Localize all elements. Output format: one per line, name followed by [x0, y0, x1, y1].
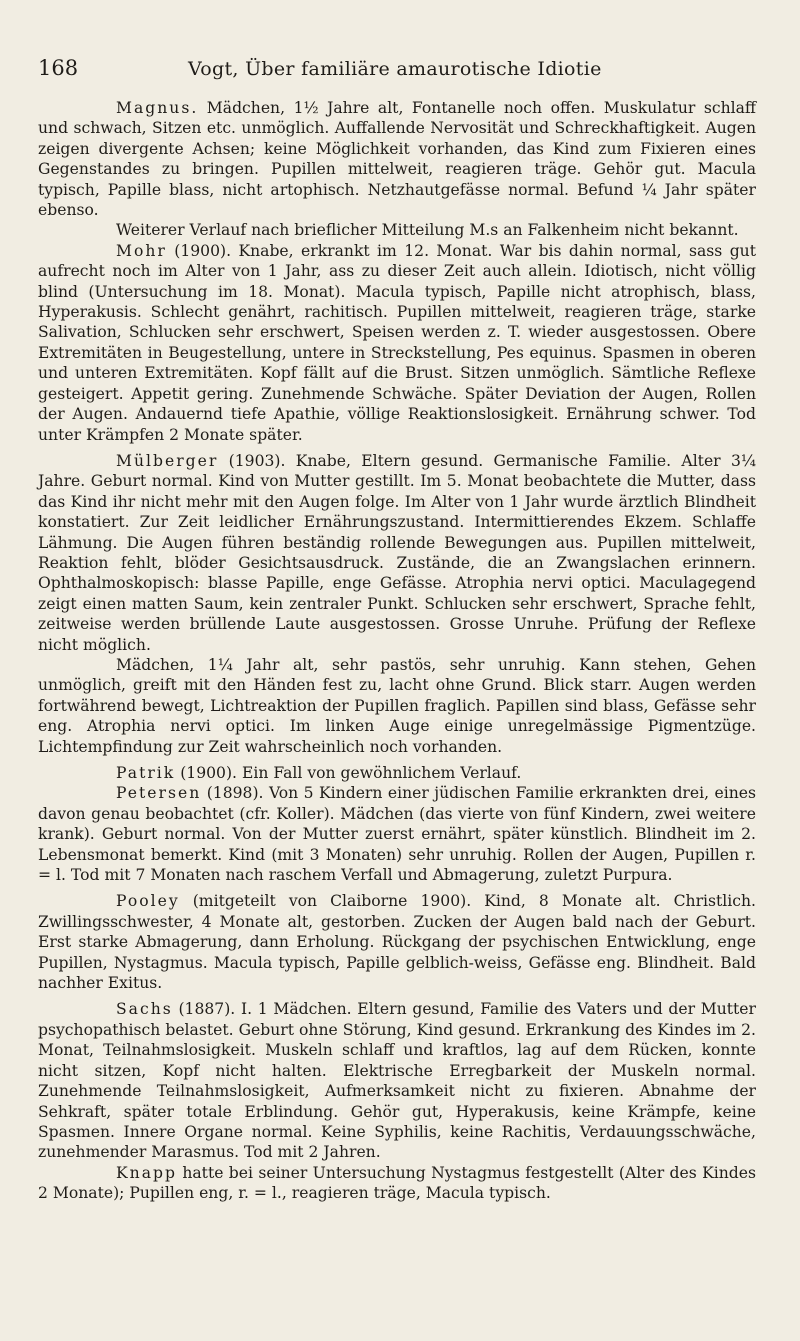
paragraph: [38, 999, 756, 1162]
author-name: Knapp: [116, 1163, 177, 1182]
author-name: Petersen: [116, 784, 202, 803]
author-name: Pooley: [116, 892, 180, 911]
author-name: Magnus.: [116, 99, 199, 117]
paragraph: [38, 451, 756, 655]
paragraph-text: hatte bei seiner Untersuchung Nystagmus festgestellt (Alter des Kindes 2 Monate); Pupillen eng, r. = l., reagieren träge, Macula typisch.: [38, 1163, 756, 1203]
page-number: 168: [38, 56, 79, 80]
paragraph: [38, 783, 756, 885]
paragraph-text: Mädchen, 1¼ Jahr alt, sehr pastös, sehr unruhig. Kann stehen, Gehen unmöglich, greift mit den Händen fest zu, lacht ohne Grund. Blick starr. Augen werden fortwährend bewegt, Lichtreaktion der Pupillen fraglich. Papillen sind blass, Gefässe sehr eng. Atrophia nervi optici. Im linken Auge einige unregelmässige Pigmentzüge. Lichtempfindung zur Zeit wahrscheinlich noch vorhanden.: [38, 655, 756, 756]
paragraph-text: (1900). Ein Fall von gewöhnlichem Verlauf.: [175, 764, 522, 782]
paragraph-text: Weiterer Verlauf nach brieflicher Mitteilung M.s an Falkenheim nicht bekannt.: [116, 221, 739, 240]
paragraph-text: (1903). Knabe, Eltern gesund. Germanische Familie. Alter 3¼ Jahre. Geburt normal. Kind von Mutter gestillt. Im 5. Monat beobachtete die Mutter, dass das Kind ihr nicht mehr mit den Augen folge. Im Alter von 1 Jahr wurde ärztlich Blindheit konstatiert. Zur Zeit leidlicher Ernährungszustand. Intermittierendes Ekzem. Schlaffe Lähmung. Die Augen führen beständig rollende Bewegungen aus. Pupillen mittelweit, Reaktion fehlt, blöder Gesichtsausdruck. Zustände, die an Zwangslachen erinnern. Ophthalmoskopisch: blasse Papille, enge Gefässe. Atrophia nervi optici. Maculagegend zeigt einen matten Saum, kein zentraler Punkt. Schlucken sehr erschwert, Sprache fehlt, zeitweise werden brüllende Laute ausgestossen. Grosse Unruhe. Prüfung der Reflexe nicht möglich.: [38, 451, 756, 654]
paragraph-text: Mädchen, 1½ Jahre alt, Fontanelle noch offen. Muskulatur schlaff und schwach, Sitzen etc. unmöglich. Auffallende Nervosität und Schreckhaftigkeit. Augen zeigen divergente Achsen; keine Möglichkeit vorhanden, das Kind zum Fixieren eines Gegenstandes zu bringen. Pupillen mittelweit, reagieren träge. Gehör gut. Macula typisch, Papille blass, nicht artophisch. Netzhautgefässe normal. Befund ¼ Jahr später ebenso.: [38, 99, 756, 220]
author-name: Mülberger: [116, 451, 219, 470]
author-name: Sachs: [116, 1000, 173, 1019]
running-title: Vogt, Über familiäre amaurotische Idiotie: [188, 58, 602, 80]
paragraph: [38, 220, 756, 240]
paragraph-text: (mitgeteilt von Claiborne 1900). Kind, 8 Monate alt. Christlich. Zwillingsschwester, 4 Monate alt, gestorben. Zucken der Augen bald nach der Geburt. Erst starke Abmagerung, dann Erholung. Rückgang der psychischen Entwicklung, enge Pupillen, Nystagmus. Macula typisch, Papille gelblich-weiss, Gefässe eng. Blindheit. Bald nachher Exitus.: [38, 892, 756, 993]
paragraph: [38, 763, 756, 783]
paragraph: [38, 98, 756, 220]
paragraph: [38, 1163, 756, 1204]
paragraph-text: (1900). Knabe, erkrankt im 12. Monat. War bis dahin normal, sass gut aufrecht noch im Alter von 1 Jahr, ass zu dieser Zeit auch allein. Idiotisch, nicht völlig blind (Untersuchung im 18. Monat). Macula typisch, Papille nicht atrophisch, blass, Hyperakusis. Schlecht genährt, rachitisch. Pupillen mittelweit, reagieren träge, starke Salivation, Schlucken sehr erschwert, Speisen werden z. T. wieder ausgestossen. Obere Extremitäten in Beugestellung, untere in Streckstellung, Pes equinus. Spasmen in oberen und unteren Extremitäten. Kopf fällt auf die Brust. Sitzen unmöglich. Sämtliche Reflexe gesteigert. Appetit gering. Zunehmende Schwäche. Später Deviation der Augen, Rollen der Augen. Andauernd tiefe Apathie, völlige Reaktionslosigkeit. Ernährung schwer. Tod unter Krämpfen 2 Monate später.: [38, 241, 756, 444]
paragraph-text: (1887). I. 1 Mädchen. Eltern gesund, Familie des Vaters und der Mutter psychopathisch belastet. Geburt ohne Störung, Kind gesund. Erkrankung des Kindes im 2. Monat, Teilnahmslosigkeit. Muskeln schlaff und kraftlos, lag auf dem Rücken, konnte nicht sitzen, Kopf nicht halten. Elektrische Erregbarkeit der Muskeln normal. Zunehmende Teilnahmslosigkeit, Aufmerksamkeit nicht zu fixieren. Abnahme der Sehkraft, später totale Erblindung. Gehör gut, Hyperakusis, keine Krämpfe, keine Spasmen. Innere Organe normal. Keine Syphilis, keine Rachitis, Verdauungsschwäche, zunehmender Marasmus. Tod mit 2 Jahren.: [38, 1000, 756, 1162]
paragraph: [38, 655, 756, 757]
author-name: Mohr: [116, 241, 167, 260]
paragraph: [38, 891, 756, 993]
body-text: [38, 98, 756, 1204]
paragraph: [38, 241, 756, 445]
page-header: [38, 56, 756, 80]
author-name: Patrik: [116, 764, 176, 782]
paragraph-text: (1898). Von 5 Kindern einer jüdischen Familie erkrankten drei, eines davon genau beobachtet (cfr. Koller). Mädchen (das vierte von fünf Kindern, zwei weitere krank). Geburt normal. Von der Mutter zuerst ernährt, später künstlich. Blindheit im 2. Lebensmonat bemerkt. Kind (mit 3 Monaten) sehr unruhig. Rollen der Augen, Pupillen r. = l. Tod mit 7 Monaten nach raschem Verfall und Abmagerung, zuletzt Purpura.: [38, 784, 756, 885]
